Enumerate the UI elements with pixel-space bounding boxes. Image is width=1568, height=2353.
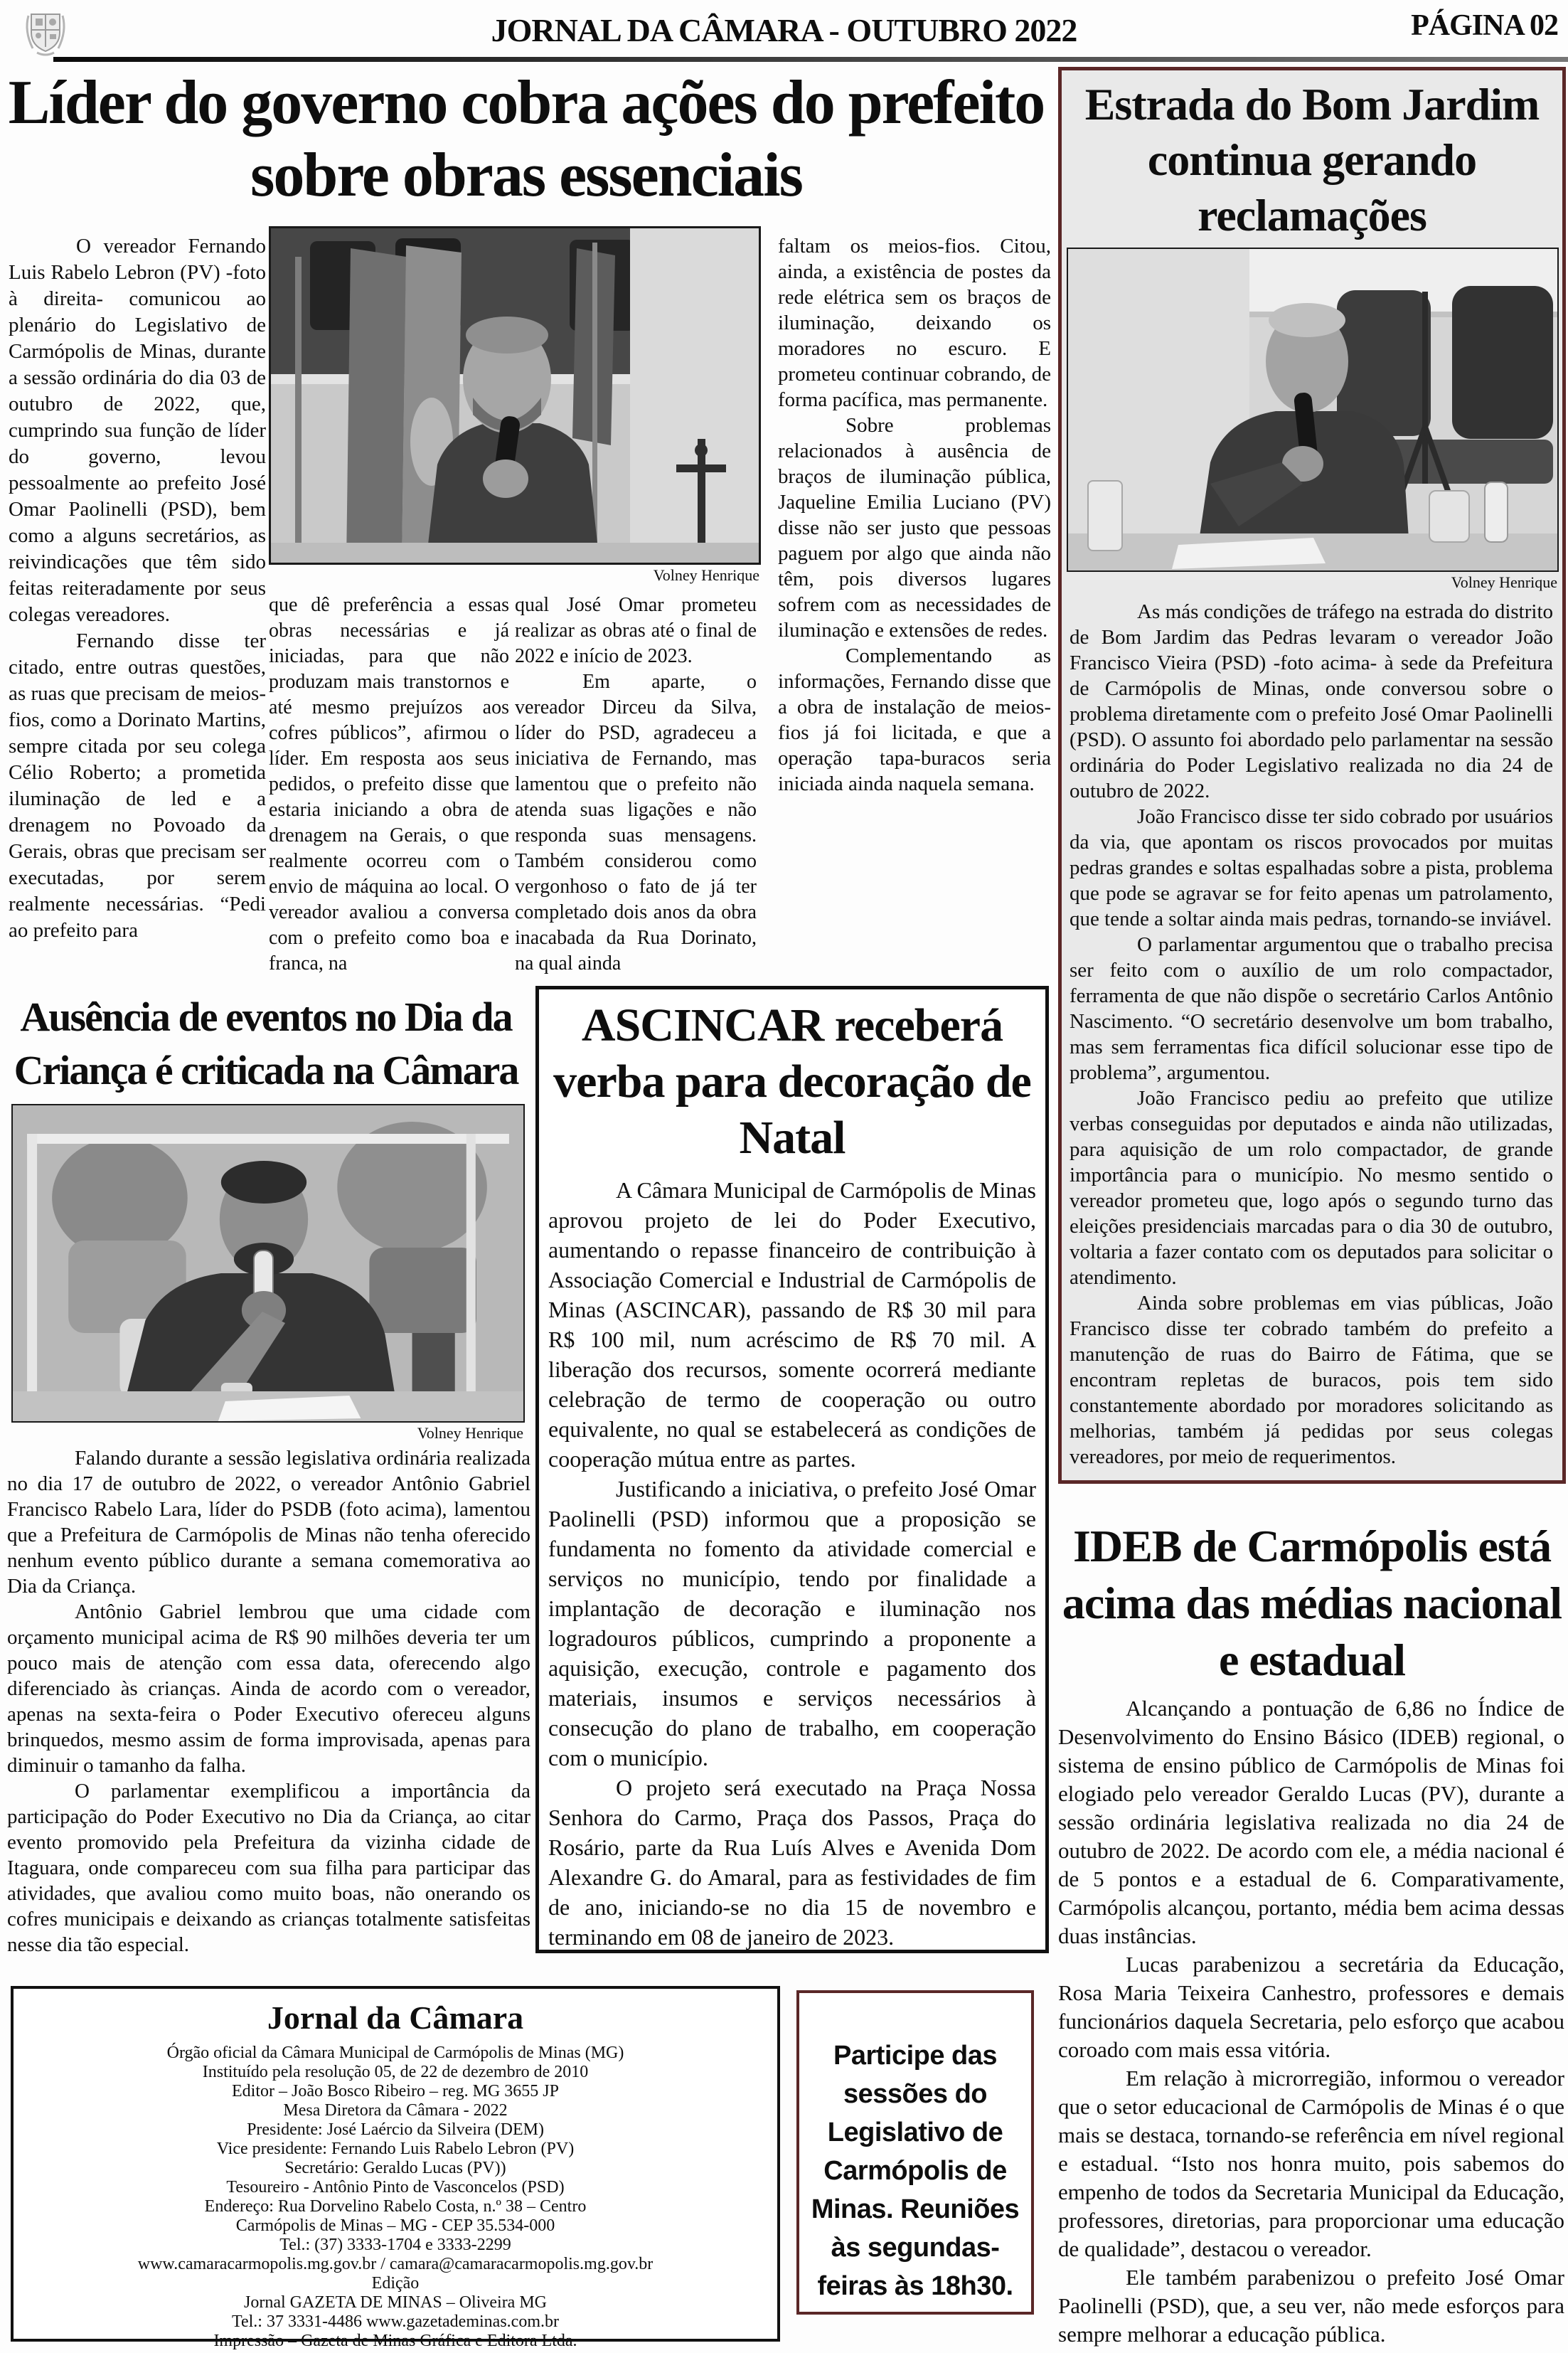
paragraph: Justificando a iniciativa, o prefeito José Omar Paolinelli (PSD) informou que a proposição se fundamenta no fomento da atividade comercial e serviços no município, tendo por finalidade a implantação de decoração e iluminação nos logradouros públicos, cumprindo a proponente a aquisição, execução, controle e pagamento dos materiais, insumos e serviços necessários à consecução do plano de trabalho, em cooperação com o município. [548, 1476, 1036, 1770]
masthead-line: Tesoureiro - Antônio Pinto de Vasconcelos (PSD) [226, 2178, 565, 2197]
masthead-line: Jornal GAZETA DE MINAS – Oliveira MG [243, 2293, 548, 2312]
masthead-line: Editor – João Bosco Ribeiro – reg. MG 3655 JP [232, 2082, 559, 2100]
masthead-line: Vice presidente: Fernando Luis Rabelo Lebron (PV) [216, 2140, 575, 2158]
masthead-title: Jornal da Câmara [267, 1999, 524, 2036]
masthead-line: Instituído pela resolução 05, de 22 de dezembro de 2010 [202, 2063, 589, 2081]
participe-text: Participe das sessões do Legislativo de Carmópolis de Minas. Reuniões às segundas-feiras às 18h30. [811, 2041, 1020, 2301]
masthead-line: Impressão – Gazeta de Minas Gráfica e Editora Ltda. [213, 2332, 577, 2350]
paragraph: O parlamentar argumentou que o trabalho precisa ser feito com o auxílio de um rolo compactador, ferramenta de que não dispõe o secretário Carlos Antônio Nascimento. “O secretário desenvolve um bom trabalho, mas sem ferramentas fica difícil solucionar esse tipo de problema”, argumentou. [1070, 933, 1553, 1084]
paragraph: Ainda sobre problemas em vias públicas, João Francisco disse ter cobrado também do prefeito a manutenção de ruas do Bairro de Fátima, que se encontram repletas de buracos, pois tem sido constantemente abordado por moradores solicitando as melhorias, também já pedidas por seus colegas vereadores, por meio de requerimentos. [1070, 1292, 1553, 1468]
paragraph: Antônio Gabriel lembrou que uma cidade com orçamento municipal acima de R$ 90 milhões deveria ter um pouco mais de atenção com essa data, oferecendo algo diferenciado às crianças. Ainda de acordo com o vereador, apenas na sexta-feira o Poder Executivo ofereceu alguns brinquedos, mesmo assim de forma improvisada, apenas para diminuir o tamanho da falha. [7, 1600, 530, 1777]
headline-ascincar: ASCINCAR receberá verba para decoração de Natal [553, 999, 1031, 1164]
paragraph: Em aparte, o vereador Dirceu da Silva, líder do PSD, agradeceu a iniciativa de Fernando, mas lamentou que o prefeito não atenda suas ligações e não responda suas mensagens. Também considerou como vergonhoso o fato de já ter completado dois anos da obra inacabada da Rua Dorinato, na qual ainda [515, 671, 757, 974]
masthead-line: Tel.: 37 3331-4486 www.gazetademinas.com.br [232, 2312, 559, 2331]
page-header-title: JORNAL DA CÂMARA - OUTUBRO 2022 [491, 12, 1077, 48]
photo-joao-francisco [1067, 248, 1559, 572]
masthead-box [11, 1986, 780, 2350]
paragraph: Em relação à microrregião, informou o vereador que o setor educacional de Carmópolis de Minas é o que mais se destaca, tornando-se referência em nível regional e estadual. “Isto nos honra muito, pois sabemos do empenho de todos da Secretaria Municipal da Educação, professores, diretorias, para proporcionar uma educação de qualidade”, destacou o vereador. [1058, 2066, 1564, 2261]
photo-credit: Volney Henrique [1451, 573, 1557, 591]
paragraph: Complementando as informações, Fernando disse que a obra de instalação de meios-fios já foi licitada, e que a operação tapa-buracos seria iniciada ainda naquela semana. [778, 644, 1051, 795]
paragraph: qual José Omar prometeu realizar as obras até o final de 2022 e início de 2023. [515, 594, 757, 667]
masthead-info [14, 2044, 777, 2351]
masthead-line: Mesa Diretora da Câmara - 2022 [283, 2101, 508, 2120]
participe-box [796, 1990, 1034, 2315]
photo-fernando-lebron [269, 226, 761, 565]
headline-ideb: IDEB de Carmópolis está acima das médias nacional e estadual [1062, 1521, 1562, 1685]
lider-column-4 [778, 233, 1051, 797]
paragraph: Fernando disse ter citado, entre outras questões, as ruas que precisam de meios-fios, como a Dorinato Martins, sempre citada por seu colega Célio Roberto; a prometida iluminação de led e a drenagem no Povoado da Gerais, obras que precisam ser executadas, por serem realmente necessárias. “Pedi ao prefeito para [9, 630, 266, 942]
lider-column-2 [269, 593, 509, 977]
paragraph: Alcançando a pontuação de 6,86 no Índice de Desenvolvimento do Ensino Básico (IDEB) regional, o sistema de ensino público de Carmópolis de Minas foi elogiado pelo vereador Geraldo Lucas (PV), durante a sessão ordinária legislativa realizada no dia 24 de outubro de 2022. De acordo com ele, a média nacional é de 5 pontos e a estadual de 6. Comparativamente, Carmópolis alcançou, portanto, média bem acima dessas duas instâncias. [1058, 1696, 1564, 1948]
paragraph: Sobre problemas relacionados à ausência de braços de iluminação pública, Jaqueline Emilia Luciano (PV) disse não ser justo que pessoas paguem por algo que ainda não têm, pois diversos lugares sofrem com as necessidades de iluminação e extensões de redes. [778, 414, 1051, 642]
headline-estrada: Estrada do Bom Jardim continua gerando reclamações [1084, 79, 1540, 241]
paragraph: faltam os meios-fios. Citou, ainda, a existência de postes da rede elétrica sem os braços de iluminação, deixando os moradores no escuro. E prometeu continuar cobrando, de forma pacífica, mas permanente. [778, 235, 1051, 411]
paragraph: Falando durante a sessão legislativa ordinária realizada no dia 17 de outubro de 2022, o vereador Antônio Gabriel Francisco Rabelo Lara, líder do PSDB (foto acima), lamentou que a Prefeitura de Carmópolis de Minas não tenha oferecido nenhum evento público durante a semana comemorativa ao Dia da Criança. [7, 1447, 530, 1598]
masthead-line: Tel.: (37) 3333-1704 e 3333-2299 [279, 2236, 511, 2254]
headline-ausencia: Ausência de eventos no Dia da Criança é criticada na Câmara [14, 994, 518, 1094]
paragraph: A Câmara Municipal de Carmópolis de Minas aprovou projeto de lei do Poder Executivo, aumentando o repasse financeiro de contribuição à Associação Comercial e Industrial de Carmópolis de Minas (ASCINCAR), passando de R$ 30 mil para R$ 100 mil, num acréscimo de R$ 70 mil. A liberação dos recursos, somente ocorrerá mediante celebração de termo de cooperação ou outro equivalente, no qual se estabelecerá as condições de cooperação mútua entre as partes. [548, 1177, 1036, 1472]
masthead-line: Secretário: Geraldo Lucas (PV)) [284, 2159, 506, 2177]
paragraph: Ele também parabenizou o prefeito José Omar Paolinelli (PSD), que, a seu ver, não mede esforços para sempre melhorar a educação pública. [1058, 2265, 1564, 2347]
paragraph: João Francisco disse ter sido cobrado por usuários da via, que apontam os riscos provocados por muitas pedras grandes e soltas espalhadas sobre a pista, problema que pode se agravar se for feito apenas um patrolamento, que tende a soltar ainda mais pedras, tornando-se inviável. [1070, 805, 1553, 930]
masthead-line: Endereço: Rua Dorvelino Rabelo Costa, n.º 38 – Centro [204, 2197, 587, 2216]
ascincar-body [548, 1175, 1036, 1952]
paragraph: João Francisco pediu ao prefeito que utilize verbas conseguidas por deputados e ainda não utilizadas, para aquisição de um rolo compactador, de grande importância para o município. No mesmo sentido o vereador prometeu que, logo após o segundo turno das eleições presidenciais marcadas para o dia 30 de outubro, voltaria a fazer contato com os deputados para solicitar o atendimento. [1070, 1087, 1553, 1289]
paragraph: O parlamentar exemplificou a importância da participação do Poder Executivo no Dia da Criança, ao citar evento promovido pela Prefeitura da vizinha cidade de Itaguara, onde compareceu com sua filha para participar das atividades, que avaliou como muito boas, não onerando os cofres municipais e deixando as crianças totalmente satisfeitas nesse dia tão especial. [7, 1780, 530, 1956]
masthead-line: Carmópolis de Minas – MG - CEP 35.534-000 [235, 2216, 555, 2235]
paragraph: As más condições de tráfego na estrada do distrito de Bom Jardim das Pedras levaram o vereador João Francisco Vieira (PSD) -foto acima- à sede da Prefeitura de Carmópolis de Minas, onde conversou sobre o problema diretamente com o prefeito José Omar Paolinelli (PSD). O assunto foi abordado pelo parlamentar na sessão ordinária do Poder Legislativo realizada no dia 24 de outubro de 2022. [1070, 600, 1553, 802]
paragraph: O projeto será executado na Praça Nossa Senhora do Carmo, Praça dos Passos, Praça do Rosário, parte da Rua Luís Alves e Avenida Dom Alexandre G. do Amaral, para as festividades de fim de ano, iniciando-se no dia 15 de novembro e terminando em 08 de janeiro de 2023. [548, 1775, 1036, 1950]
paragraph: que dê preferência a essas obras necessárias e já iniciadas, para que não produzam mais transtornos e até mesmo prejuízos aos cofres públicos”, afirmou o líder. Em resposta aos seus pedidos, o prefeito disse que estaria iniciando a obra de drenagem na Gerais, o que realmente ocorreu com o envio de máquina ao local. O vereador avaliou a conversa com o prefeito como boa e franca, na [269, 594, 509, 974]
header-rule [53, 57, 1568, 62]
photo-credit: Volney Henrique [653, 566, 759, 584]
lider-column-3 [515, 593, 757, 977]
masthead-line: Edição [371, 2274, 420, 2293]
page-number: PÁGINA 02 [1411, 9, 1558, 42]
masthead-line: Presidente: José Laércio da Silveira (DEM) [247, 2120, 544, 2139]
photo-antonio-gabriel [11, 1104, 525, 1423]
photo-credit: Volney Henrique [417, 1424, 523, 1442]
headline-lider-governo: Líder do governo cobra ações do prefeito sobre obras essenciais [8, 68, 1045, 211]
paragraph: O vereador Fernando Luis Rabelo Lebron (PV) -foto à direita- comunicou ao plenário do Legislativo de Carmópolis de Minas, durante a sessão ordinária do dia 03 de outubro de 2022, que, cumprindo sua função de líder do governo, levou pessoalmente ao prefeito José Omar Paolinelli (PSD), bem como a alguns secretários, as reivindicações que têm sido feitas reiteradamente por seus colegas vereadores. [9, 235, 266, 626]
masthead-line: Órgão oficial da Câmara Municipal de Carmópolis de Minas (MG) [166, 2044, 624, 2062]
ideb-body [1058, 1694, 1564, 2349]
paragraph: Lucas parabenizou a secretária da Educação, Rosa Maria Teixeira Canhestro, professores e demais funcionários daquela Secretaria, pelo esforço que acabou coroado com mais essa vitória. [1058, 1952, 1564, 2062]
estrada-body [1070, 599, 1553, 1470]
masthead-line: www.camaracarmopolis.mg.gov.br / camara@camaracarmopolis.mg.gov.br [137, 2255, 654, 2273]
lider-column-1 [9, 233, 266, 944]
ausencia-body [7, 1445, 530, 1958]
